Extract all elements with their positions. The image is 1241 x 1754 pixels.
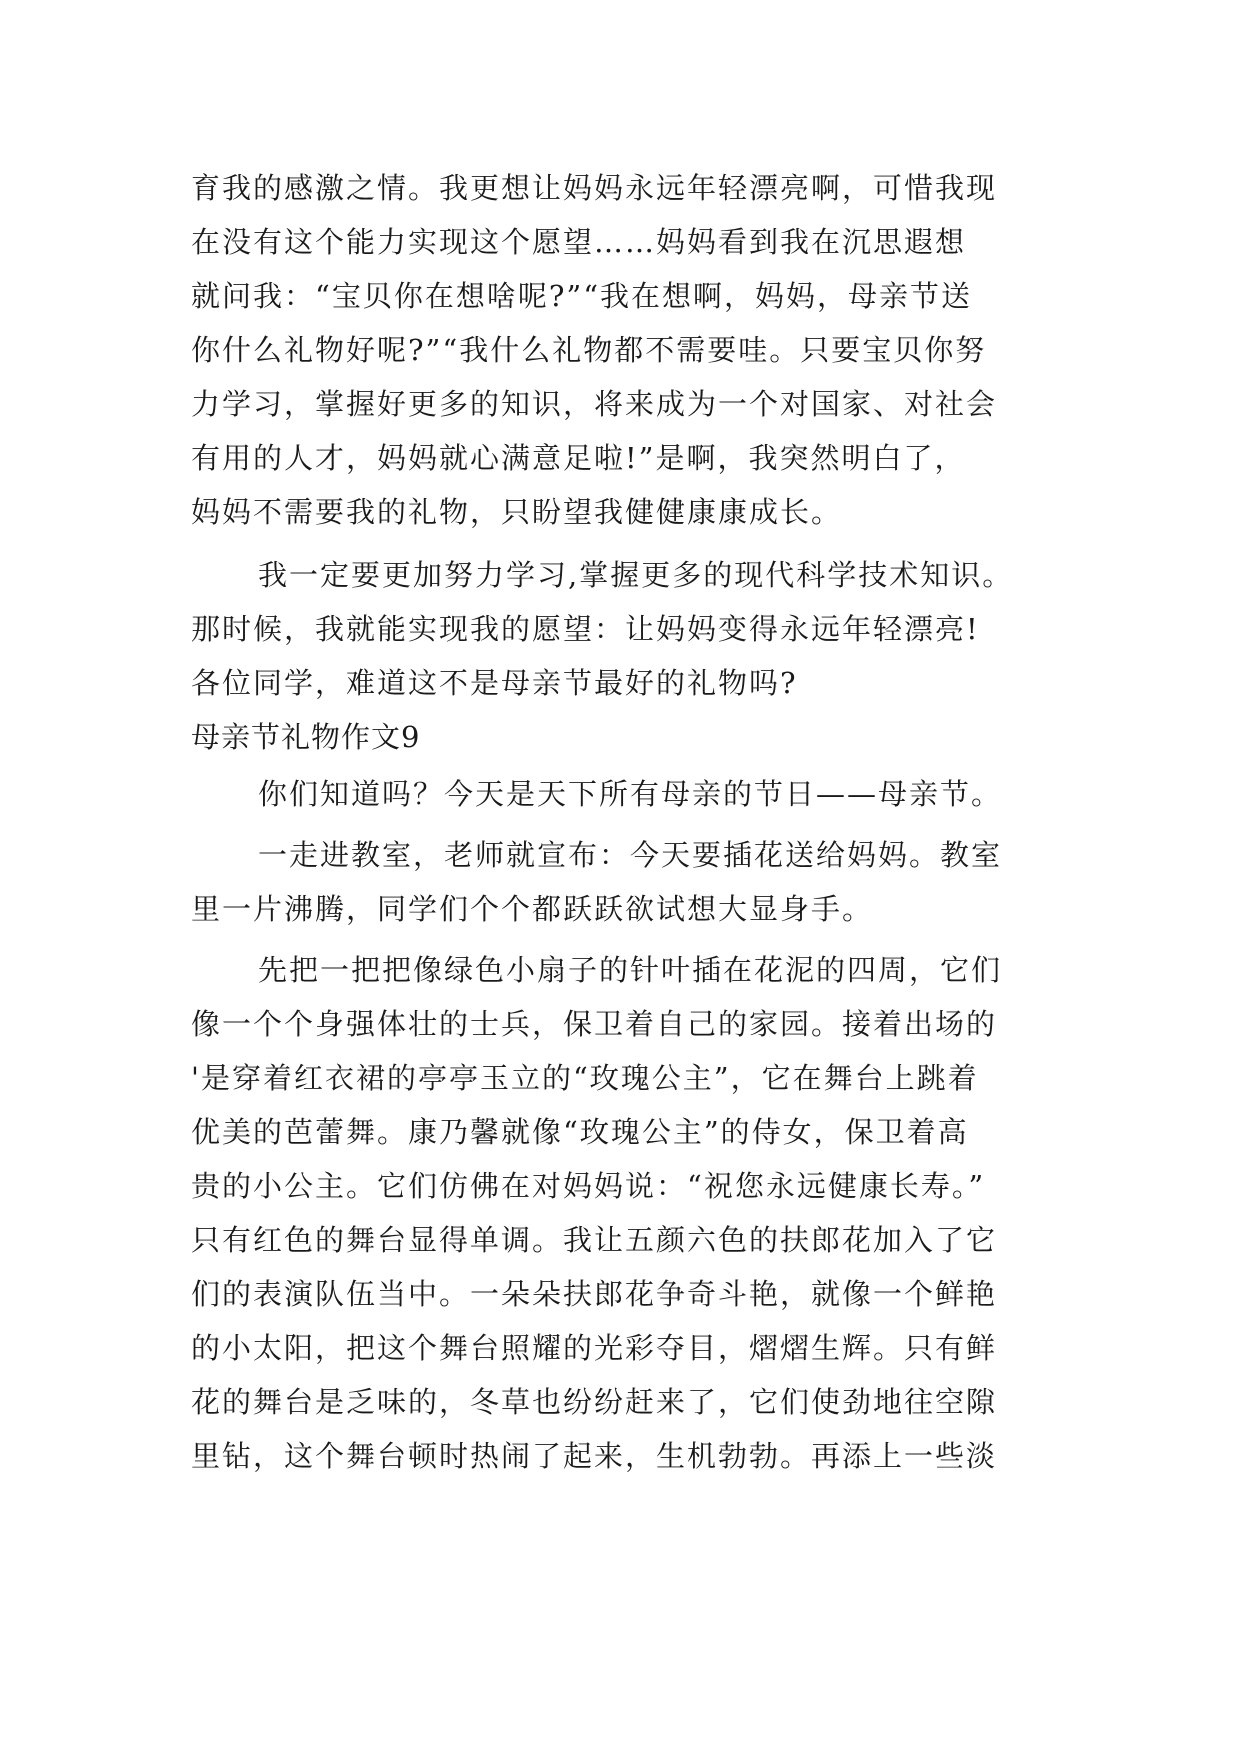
paragraph-first-line: 我一定要更加努力学习,掌握更多的现代科学技术知识。 xyxy=(258,558,1014,592)
section-heading: 母亲节礼物作文9 xyxy=(191,720,421,754)
text-line: 花的舞台是乏味的，冬草也纷纷赶来了，它们使劲地往空隙 xyxy=(191,1385,998,1419)
text-line: 各位同学，难道这不是母亲节最好的礼物吗? xyxy=(191,666,798,700)
text-line: 里钻，这个舞台顿时热闹了起来，生机勃勃。再添上一些淡 xyxy=(191,1439,998,1473)
text-line: 们的表演队伍当中。一朵朵扶郎花争奇斗艳，就像一个鲜艳 xyxy=(191,1277,998,1311)
text-line: 像一个个身强体壮的士兵，保卫着自己的家园。接着出场的 xyxy=(191,1007,998,1041)
text-line: 里一片沸腾，同学们个个都跃跃欲试想大显身手。 xyxy=(191,892,874,926)
text-line: 在没有这个能力实现这个愿望……妈妈看到我在沉思遐想 xyxy=(191,225,967,259)
paragraph-first-line: 一走进教室，老师就宣布：今天要插花送给妈妈。教室 xyxy=(258,838,1003,872)
text-line: 你什么礼物好呢?”“我什么礼物都不需要哇。只要宝贝你努 xyxy=(191,333,987,367)
text-line: 的小太阳，把这个舞台照耀的光彩夺目，熠熠生辉。只有鲜 xyxy=(191,1331,998,1365)
text-line: 有用的人才，妈妈就心满意足啦!”是啊，我突然明白了， xyxy=(191,441,966,475)
text-line: '是穿着红衣裙的亭亭玉立的“玫瑰公主”，它在舞台上跳着 xyxy=(191,1061,979,1095)
paragraph-first-line: 你们知道吗？今天是天下所有母亲的节日——母亲节。 xyxy=(258,777,1003,811)
text-line: 只有红色的舞台显得单调。我让五颜六色的扶郎花加入了它 xyxy=(191,1223,998,1257)
text-line: 优美的芭蕾舞。康乃馨就像“玫瑰公主”的侍女，保卫着高 xyxy=(191,1115,969,1149)
paragraph-first-line: 先把一把把像绿色小扇子的针叶插在花泥的四周，它们 xyxy=(258,953,1003,987)
text-line: 贵的小公主。它们仿佛在对妈妈说：“祝您永远健康长寿。” xyxy=(191,1169,986,1203)
text-line: 力学习，掌握好更多的知识，将来成为一个对国家、对社会 xyxy=(191,387,998,421)
text-line: 妈妈不需要我的礼物，只盼望我健健康康成长。 xyxy=(191,495,843,529)
text-line: 育我的感激之情。我更想让妈妈永远年轻漂亮啊，可惜我现 xyxy=(191,171,998,205)
text-line: 就问我：“宝贝你在想啥呢?”“我在想啊，妈妈，母亲节送 xyxy=(191,279,973,313)
text-line: 那时候，我就能实现我的愿望：让妈妈变得永远年轻漂亮! xyxy=(191,612,980,646)
